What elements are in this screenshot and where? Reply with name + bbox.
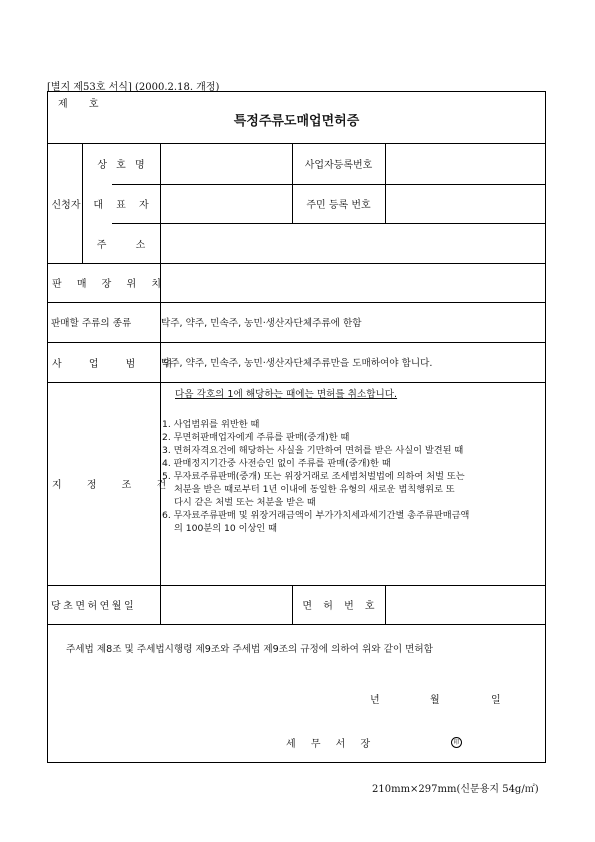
business-registration-field[interactable] bbox=[385, 143, 545, 184]
representative-label: 대 표 자 bbox=[93, 200, 149, 211]
business-scope-label: 사 업 범 위 bbox=[52, 358, 173, 370]
license-number-label: 면 허 번 호 bbox=[302, 601, 375, 612]
form-title: 특정주류도매업면허증 bbox=[233, 113, 360, 129]
business-scope-value: 탁주, 약주, 민속주, 농민·생산자단체주류만을 도매하여야 합니다. bbox=[161, 358, 433, 369]
trade-name-field[interactable] bbox=[160, 143, 292, 184]
condition-item: 6. 무자료주류판매 및 위장거래금액이 부가가치세과세기간별 총주류판매금액 bbox=[162, 510, 470, 521]
document-number-label: 제 호 bbox=[58, 98, 99, 110]
date-year-label: 년 bbox=[370, 694, 380, 706]
condition-item: 의 100분의 10 이상인 때 bbox=[174, 523, 278, 534]
date-day-label: 일 bbox=[491, 694, 501, 706]
initial-license-date-field[interactable] bbox=[160, 585, 292, 624]
license-number-field[interactable] bbox=[385, 585, 545, 624]
conditions-label: 지 정 조 건 bbox=[52, 480, 167, 491]
conditions-heading: 다음 각호의 1에 해당하는 때에는 면허를 취소합니다. bbox=[175, 389, 398, 400]
liquor-type-label: 판매할 주류의 종류 bbox=[51, 318, 132, 329]
date-month-label: 월 bbox=[430, 694, 440, 706]
sales-location-field[interactable] bbox=[160, 263, 545, 302]
issuance-statement: 주세법 제8조 및 주세법시행령 제9조와 주세법 제9조의 규정에 의하여 위와 같이 면허함 bbox=[66, 644, 433, 655]
sales-location-label: 판 매 장 위 치 bbox=[52, 279, 162, 290]
liquor-type-value: 탁주, 약주, 민속주, 농민·생산자단체주류에 한함 bbox=[161, 318, 362, 329]
condition-item: 5. 무자료주류판매(중개) 또는 위장거래로 조세범처벌법에 의하여 처벌 또는 bbox=[162, 471, 465, 482]
business-registration-label: 사업자등록번호 bbox=[304, 160, 373, 171]
resident-registration-field[interactable] bbox=[385, 184, 545, 223]
seal-mark bbox=[451, 735, 465, 749]
conditions-list bbox=[162, 418, 469, 535]
condition-item: 3. 면허자격요건에 해당하는 사실을 기만하여 면허를 받은 사실이 발견된 때 bbox=[162, 445, 464, 456]
address-label: 주 소 bbox=[96, 239, 146, 251]
tax-office-head-label: 세 무 서 장 bbox=[286, 738, 371, 750]
initial-license-date-label: 당초면허연월일 bbox=[51, 601, 137, 612]
condition-item: 처분을 받은 때로부터 1년 이내에 동일한 유형의 새로운 범칙행위로 또 bbox=[174, 484, 455, 495]
seal-icon: 印 bbox=[451, 737, 462, 748]
condition-item: 2. 무면허판매업자에게 주류를 판매(중개)한 때 bbox=[162, 432, 350, 443]
paper-spec-footer: 210mm×297mm(신문용지 54g/㎡) bbox=[372, 784, 539, 795]
address-field[interactable] bbox=[160, 223, 545, 263]
trade-name-label: 상 호 명 bbox=[97, 160, 145, 171]
row-divider bbox=[48, 624, 545, 625]
form-caption: [별지 제53호 서식] (2000.2.18. 개정) bbox=[47, 82, 220, 93]
applicant-label: 신청자 bbox=[51, 199, 81, 211]
condition-item: 4. 판매정지기간중 사전승인 없이 주류를 판매(중개)한 때 bbox=[162, 458, 391, 469]
condition-item: 1. 사업범위를 위반한 때 bbox=[162, 419, 260, 430]
license-form bbox=[47, 91, 546, 763]
condition-item: 다시 같은 처벌 또는 처분을 받은 때 bbox=[174, 497, 316, 508]
representative-field[interactable] bbox=[160, 184, 292, 223]
resident-registration-label: 주민 등록 번호 bbox=[306, 200, 371, 211]
